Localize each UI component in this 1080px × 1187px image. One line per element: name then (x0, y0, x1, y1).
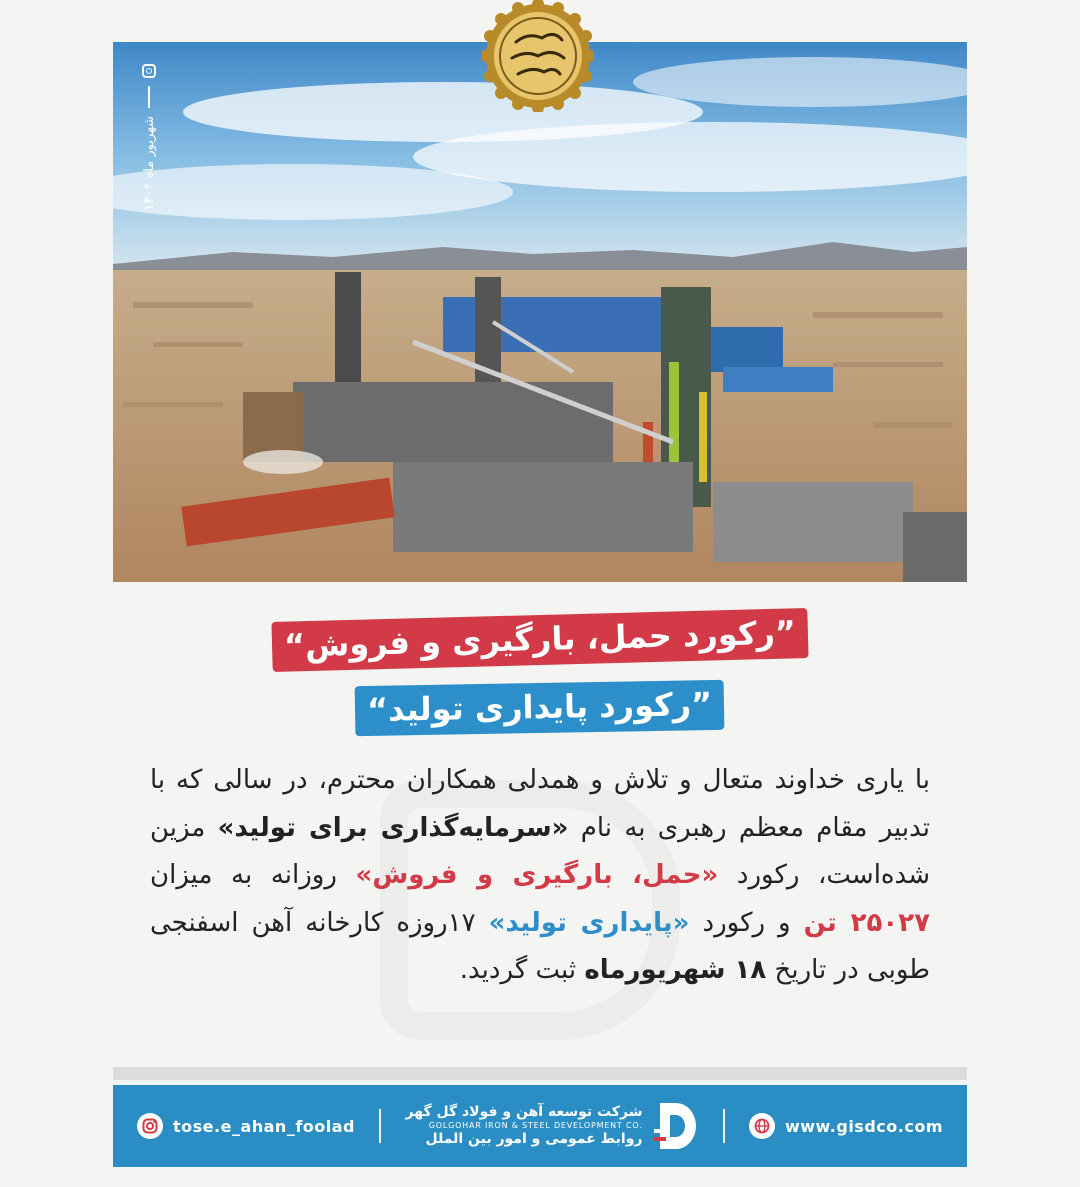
footer-bar (113, 1085, 967, 1167)
steel-plant-photo (113, 42, 967, 582)
headline-transport-record (0, 615, 1080, 665)
instagram-link[interactable] (137, 1113, 355, 1139)
headline-red-text: ”رکورد حمل، بارگیری و فروش“ (271, 608, 808, 672)
footer-divider-left (379, 1109, 381, 1143)
department-name: روابط عمومی و امور بین الملل (425, 1130, 643, 1147)
headline-blue-text: ”رکورد پایداری تولید“ (355, 680, 725, 736)
body-bold-1: «سرمایه‌گذاری برای تولید» (217, 812, 569, 843)
body-text-2: مزین شده‌است، رکورد (150, 812, 930, 890)
instagram-icon (142, 64, 156, 78)
instagram-icon (137, 1113, 163, 1139)
footer-separator (113, 1067, 967, 1080)
footer-divider-right (723, 1109, 725, 1143)
date-text: شهریور ماه ۱۴۰۴ (141, 116, 157, 211)
date-caption (136, 64, 162, 244)
caption-divider (148, 86, 150, 108)
company-name-fa: شرکت توسعه آهن و فولاد گل گهر (405, 1104, 643, 1121)
globe-icon (749, 1113, 775, 1139)
headline-production-record (0, 683, 1080, 733)
body-red-1: «حمل، بارگیری و فروش» (355, 860, 719, 890)
body-red-2: ۲۵۰۲۷ تن (803, 907, 930, 938)
body-text-5: ۱۷روزه کارخانه آهن اسفنجی طوبی در تاریخ (150, 907, 930, 985)
seal-badge (482, 0, 594, 112)
company-texts (406, 1104, 643, 1147)
body-text-3: روزانه به میزان (150, 860, 356, 890)
body-text-1: با یاری خداوند متعال و تلاش و همدلی همکاران محترم، در سالی که با تدبیر مقام معظم رهبری به نام (150, 765, 931, 843)
body-paragraph (150, 757, 930, 995)
body-text-6: ثبت گردید. (459, 955, 585, 985)
website-url: www.gisdco.com (784, 1116, 943, 1136)
company-name-en: GOLGOHAR IRON & STEEL DEVELOPMENT CO. (428, 1121, 643, 1131)
body-text-4: و رکورد (689, 907, 804, 938)
body-bold-2: ۱۸ شهریورماه (584, 955, 767, 985)
body-blue-1: «پایداری تولید» (488, 907, 690, 938)
company-logo (654, 1099, 698, 1153)
company-block (406, 1099, 699, 1153)
instagram-handle: tose.e_ahan_foolad (173, 1116, 355, 1136)
website-link[interactable] (749, 1113, 943, 1139)
